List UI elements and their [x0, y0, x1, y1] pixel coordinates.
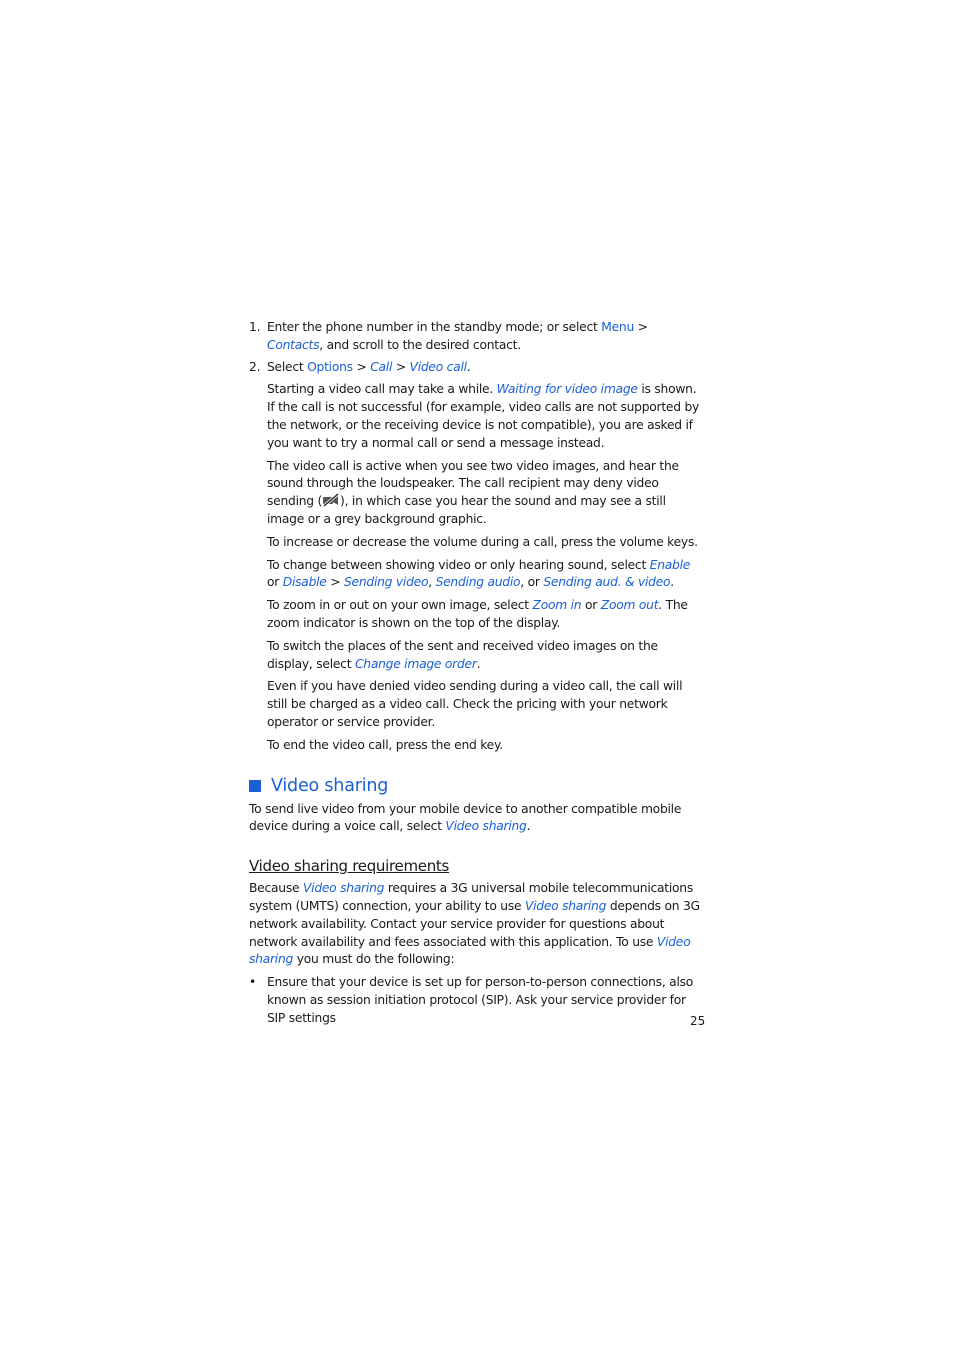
- menu-option: Video sharing: [302, 881, 385, 896]
- menu-option: Waiting for video image: [496, 382, 638, 397]
- menu-option: Sending aud. & video: [543, 575, 671, 590]
- text-run: or: [581, 598, 601, 613]
- text-run: The video call is active when you see two video images, and hear the sound through the loudspeaker. The call recipient may deny video sending (: [267, 458, 679, 509]
- text-run: .: [476, 656, 481, 671]
- menu-option: Video call: [409, 359, 467, 374]
- page-number: 25: [690, 1014, 706, 1028]
- paragraph: [249, 458, 705, 529]
- menu-command: Options: [307, 359, 353, 374]
- subsection-body: [249, 880, 705, 969]
- text-run: To end the video call, press the end key.: [267, 737, 503, 752]
- paragraph: [249, 597, 705, 633]
- section-square-icon: [249, 780, 261, 792]
- step-number: 2.: [249, 359, 261, 374]
- text-run: .: [526, 819, 531, 834]
- text-run: >: [352, 359, 371, 374]
- text-run: , or: [520, 575, 544, 590]
- menu-option: Sending audio: [435, 575, 521, 590]
- menu-option: Video sharing: [445, 819, 527, 834]
- text-run: To switch the places of the sent and received video images on the display, select: [267, 638, 658, 671]
- list-item: [249, 319, 705, 355]
- list-item: [249, 359, 705, 377]
- paragraph: [249, 557, 705, 593]
- list-item: [249, 974, 705, 1027]
- bullet-dot: •: [249, 975, 257, 990]
- step-number: 1.: [249, 320, 261, 334]
- menu-option: Sending video: [344, 575, 429, 590]
- text-run: you must do the following:: [293, 952, 455, 967]
- text-run: ,: [428, 575, 436, 590]
- text-run: Select: [267, 359, 308, 374]
- text-run: Enter the phone number in the standby mode; or select: [267, 320, 602, 334]
- menu-option: Change image order: [354, 656, 477, 671]
- menu-option: Zoom out: [600, 598, 659, 613]
- text-run: . The zoom indicator is shown on the top of the display.: [267, 598, 688, 630]
- text-run: , and scroll to the desired contact.: [319, 337, 521, 352]
- text-run: To change between showing video or only hearing sound, select: [267, 557, 650, 572]
- text-run: Even if you have denied video sending during a video call, the call will still be charged as a video call. Check the pricing with your network operator or service provider.: [267, 679, 683, 729]
- text-run: requires a 3G universal mobile telecommunications system (UMTS) connection, your ability to use: [249, 881, 693, 913]
- section-title: Video sharing: [271, 775, 389, 796]
- menu-option: Disable: [282, 575, 327, 590]
- menu-option: Zoom in: [532, 598, 582, 613]
- paragraph: [249, 381, 705, 452]
- section-heading: [249, 775, 705, 797]
- menu-option: Enable: [649, 557, 691, 572]
- text-run: or: [267, 575, 283, 590]
- paragraph: [249, 534, 705, 552]
- menu-option: Contacts: [267, 337, 320, 352]
- video-sending-denied-icon: [322, 493, 340, 507]
- text-run: To zoom in or out on your own image, select: [267, 598, 533, 613]
- menu-option: Video sharing: [524, 898, 607, 913]
- text-run: depends on 3G network availability. Contact your service provider for questions about network availability and fees associated with this application. To use: [249, 898, 700, 949]
- section-intro: [249, 801, 705, 837]
- text-run: Because: [249, 881, 303, 896]
- video-call-details: [249, 381, 705, 754]
- text-run: Starting a video call may take a while.: [267, 382, 497, 397]
- menu-option: Call: [370, 359, 393, 374]
- text-run: To send live video from your mobile device to another compatible mobile device during a voice call, select: [249, 801, 682, 834]
- text-run: .: [466, 359, 471, 374]
- menu-command: Menu: [601, 320, 634, 334]
- manual-page-content: [249, 319, 705, 1028]
- text-run: is shown. If the call is not successful (for example, video calls are not supported by the network, or the receiving device is not compatible), you are asked if you want to try a normal call or send a message instead.: [267, 382, 700, 450]
- text-run: .: [670, 575, 674, 590]
- text-run: To increase or decrease the volume during a call, press the volume keys.: [267, 534, 698, 549]
- text-run: >: [633, 320, 648, 334]
- text-run: >: [326, 575, 344, 590]
- numbered-steps: [249, 319, 705, 376]
- paragraph: [249, 678, 705, 731]
- paragraph: [249, 638, 705, 674]
- bullet-text: Ensure that your device is set up for person-to-person connections, also known as session initiation protocol (SIP). Ask your service provider for SIP settings: [267, 975, 694, 1025]
- text-run: >: [392, 359, 410, 374]
- paragraph: [249, 737, 705, 755]
- menu-option: Video sharing: [249, 934, 691, 967]
- text-run: ), in which case you hear the sound and may see a still image or a grey background graphic.: [267, 494, 666, 526]
- subsection-title: Video sharing requirements: [249, 857, 450, 876]
- bullet-list: [249, 974, 705, 1027]
